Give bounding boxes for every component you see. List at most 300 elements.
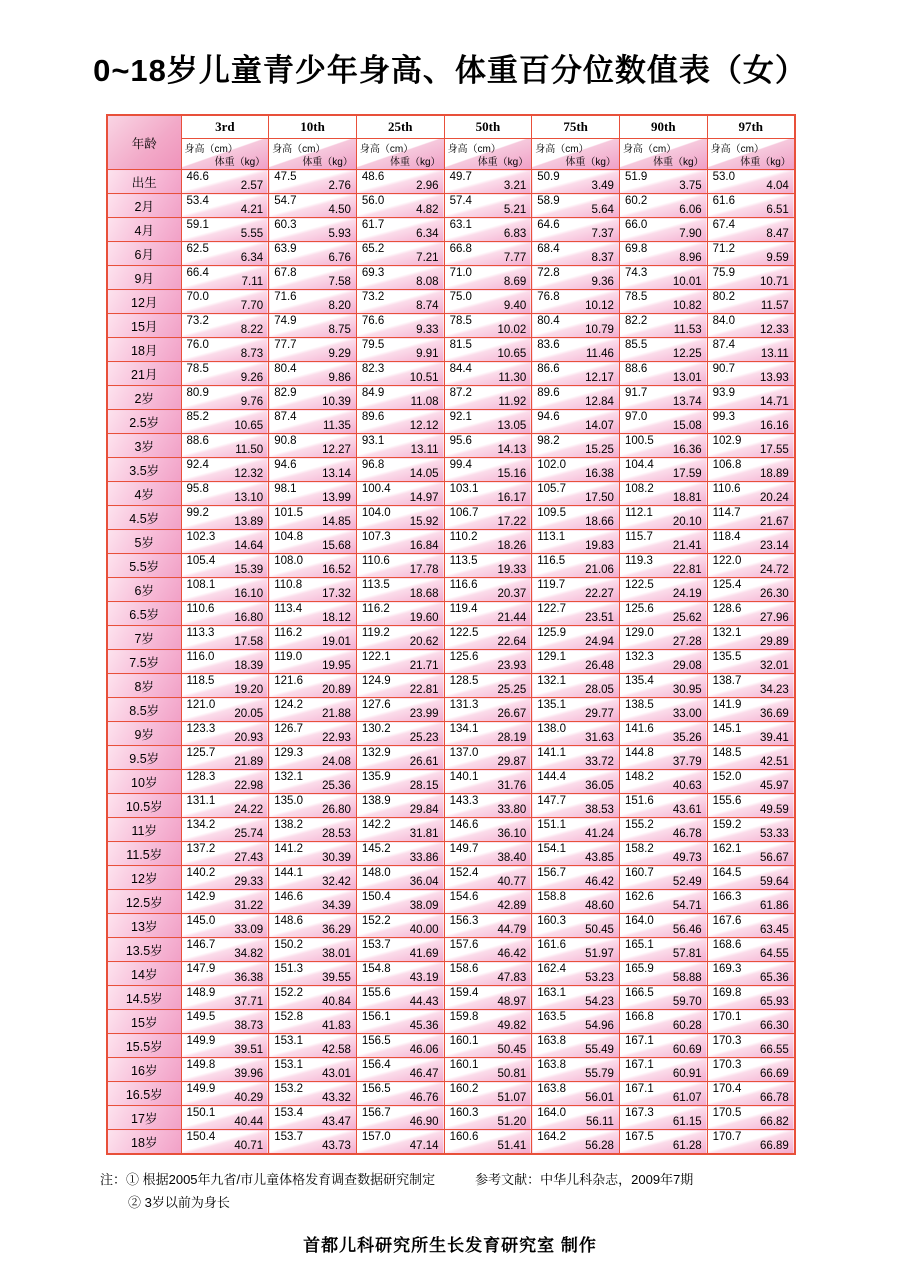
measurement-cell [181,794,269,818]
weight-value: 50.45 [497,1044,527,1056]
measurement-cell [181,818,269,842]
weight-value: 21.41 [672,540,702,552]
height-value: 66.0 [624,219,648,231]
weight-value: 51.20 [497,1116,527,1128]
measurement-cell [269,1106,357,1130]
measurement-cell [444,698,532,722]
weight-value: 39.51 [234,1044,264,1056]
measurement-cell [356,818,444,842]
height-value: 149.7 [449,843,479,855]
table-row [107,602,795,626]
height-value: 165.1 [624,939,654,951]
weight-value: 61.86 [760,900,789,912]
measurement-cell [532,674,620,698]
weight-value: 22.98 [234,780,264,792]
height-value: 169.8 [712,987,742,999]
weight-value: 36.38 [234,972,264,984]
weight-value: 40.84 [322,996,351,1008]
height-value: 135.4 [624,675,654,687]
measurement-cell [269,914,357,938]
weight-value: 9.26 [240,372,264,384]
weight-value: 28.15 [409,780,439,792]
measurement-cell [619,314,707,338]
weight-value: 56.28 [585,1140,614,1152]
height-value: 73.2 [186,315,209,327]
measurement-cell [444,338,532,362]
weight-value: 11.53 [673,324,702,336]
measurement-cell [181,170,269,194]
measurement-cell [707,506,795,530]
weight-value: 27.96 [760,612,789,624]
table-row [107,938,795,962]
height-value: 138.2 [274,819,303,831]
height-value: 150.4 [361,891,391,903]
measurement-cell [532,794,620,818]
height-unit-label: 身高（cm） [710,144,764,155]
height-value: 122.0 [712,555,742,567]
weight-value: 38.73 [234,1020,264,1032]
weight-value: 3.75 [679,180,702,192]
height-value: 68.4 [537,243,560,255]
height-value: 82.3 [361,363,385,375]
height-value: 86.6 [537,363,560,375]
weight-value: 43.19 [409,972,439,984]
weight-value: 14.13 [497,444,527,456]
table-row [107,482,795,506]
measurement-cell [707,1082,795,1106]
weight-value: 40.29 [234,1092,264,1104]
measurement-cell [619,290,707,314]
weight-value: 14.64 [234,540,264,552]
weight-value: 7.21 [416,252,439,264]
measurement-cell [269,842,357,866]
measurement-cell [444,170,532,194]
measurement-cell [181,386,269,410]
height-value: 164.2 [537,1131,567,1143]
weight-value: 20.89 [322,684,351,696]
table-row [107,770,795,794]
weight-unit-label: 体重（kg） [477,157,529,168]
measurement-cell [356,242,444,266]
weight-value: 6.51 [766,204,789,216]
height-value: 85.5 [624,339,648,351]
weight-unit-label: 体重（kg） [214,157,266,168]
weight-value: 65.93 [760,996,789,1008]
weight-value: 53.23 [585,972,614,984]
weight-value: 41.24 [585,828,614,840]
measurement-cell [356,314,444,338]
weight-value: 6.06 [679,204,702,216]
height-value: 110.6 [361,555,390,567]
height-value: 156.1 [361,1011,391,1023]
height-value: 83.6 [537,339,560,351]
height-value: 116.2 [361,603,390,615]
height-value: 106.8 [712,459,742,471]
height-value: 168.6 [712,939,742,951]
height-value: 89.6 [361,411,385,423]
measurement-cell [444,962,532,986]
measurement-cell [619,386,707,410]
notes-block [100,1169,800,1211]
measurement-cell [532,386,620,410]
age-label-cell: 16.5岁 [107,1082,181,1106]
measurement-cell [356,458,444,482]
measurement-cell [619,578,707,602]
height-value: 84.0 [712,315,736,327]
measurement-cell [532,242,620,266]
measurement-cell [532,362,620,386]
measurement-cell [181,1034,269,1058]
height-value: 153.7 [361,939,391,951]
measurement-cell [532,866,620,890]
weight-value: 53.33 [760,828,789,840]
table-row [107,266,795,290]
measurement-cell [269,362,357,386]
height-unit-label: 身高（cm） [622,144,677,155]
weight-value: 31.76 [497,780,527,792]
height-value: 160.2 [449,1083,479,1095]
page-title: 0~18岁儿童青少年身高、体重百分位数值表（女） [93,53,807,88]
weight-value: 21.44 [497,612,527,624]
measurement-cell [619,962,707,986]
height-value: 163.1 [537,987,567,999]
weight-value: 18.26 [497,540,527,552]
weight-value: 9.59 [766,252,789,264]
measurement-cell [532,314,620,338]
weight-value: 4.50 [328,204,351,216]
height-value: 148.5 [712,747,742,759]
measurement-cell [619,1130,707,1155]
measurement-cell [532,1082,620,1106]
measurement-cell [707,770,795,794]
measurement-cell [444,1106,532,1130]
weight-value: 46.78 [672,828,702,840]
weight-value: 33.72 [585,756,614,768]
reference-text: 参考文献：中华儿科杂志，2009年7期 [475,1172,694,1187]
height-value: 167.1 [624,1035,654,1047]
weight-value: 47.14 [409,1140,439,1152]
measurement-cell [269,1010,357,1034]
weight-value: 17.32 [322,588,351,600]
measurement-cell [444,866,532,890]
measurement-cell [356,506,444,530]
weight-value: 13.74 [672,396,702,408]
weight-value: 63.45 [760,924,789,936]
height-value: 156.5 [361,1035,391,1047]
height-value: 150.1 [186,1107,216,1119]
weight-value: 66.69 [760,1068,789,1080]
weight-value: 22.81 [409,684,439,696]
table-row [107,242,795,266]
weight-value: 19.33 [497,564,527,576]
height-value: 114.7 [712,507,741,519]
height-value: 126.7 [274,723,303,735]
measurement-cell [707,1034,795,1058]
height-value: 143.3 [449,795,479,807]
weight-value: 16.38 [585,468,614,480]
weight-value: 15.08 [672,420,702,432]
height-value: 170.7 [712,1131,742,1143]
table-row [107,578,795,602]
weight-value: 57.81 [672,948,702,960]
height-value: 132.1 [537,675,567,687]
measurement-cell [269,986,357,1010]
height-value: 47.5 [274,171,297,183]
measurement-cell [707,1106,795,1130]
age-label-cell: 6月 [107,242,181,266]
height-value: 123.3 [186,723,216,735]
height-value: 71.6 [274,291,297,303]
measurement-cell [532,218,620,242]
measurement-cell [356,194,444,218]
measurement-cell [181,434,269,458]
weight-value: 8.74 [416,300,439,312]
height-value: 135.9 [361,771,391,783]
measurement-cell [181,578,269,602]
measurement-cell [619,650,707,674]
height-value: 87.4 [712,339,736,351]
weight-value: 7.77 [503,252,527,264]
weight-value: 49.82 [497,1020,527,1032]
height-value: 90.8 [274,435,297,447]
weight-value: 33.00 [672,708,702,720]
weight-value: 15.92 [409,516,439,528]
weight-value: 20.37 [497,588,527,600]
measurement-cell [707,434,795,458]
height-value: 59.1 [186,219,209,231]
measurement-cell [181,314,269,338]
weight-value: 56.67 [760,852,789,864]
measurement-cell [444,674,532,698]
weight-value: 18.68 [409,588,439,600]
table-row [107,1082,795,1106]
measurement-cell [532,1010,620,1034]
measurement-cell [444,986,532,1010]
percentile-header-50th: 50th [444,115,532,139]
weight-value: 40.00 [409,924,439,936]
percentile-header-75th: 75th [532,115,620,139]
height-value: 61.7 [361,219,385,231]
age-label-cell: 11岁 [107,818,181,842]
weight-value: 29.33 [234,876,264,888]
height-value: 152.0 [712,771,742,783]
measurement-cell [707,914,795,938]
height-value: 124.2 [274,699,303,711]
measurement-cell [269,242,357,266]
table-row [107,194,795,218]
measurement-cell [619,626,707,650]
weight-value: 65.36 [760,972,789,984]
weight-value: 18.66 [585,516,614,528]
weight-value: 6.34 [416,228,439,240]
height-value: 85.2 [186,411,209,423]
measurement-cell [707,842,795,866]
weight-value: 11.08 [410,396,439,408]
height-value: 80.4 [274,363,297,375]
height-value: 76.8 [537,291,560,303]
height-value: 153.4 [274,1107,303,1119]
measurement-cell [269,626,357,650]
footer-credit: 首都儿科研究所生长发育研究室 制作 [303,1236,597,1255]
weight-value: 21.06 [585,564,614,576]
measure-header-cell [444,139,532,170]
weight-value: 22.93 [322,732,351,744]
height-value: 155.6 [361,987,391,999]
weight-value: 54.23 [585,996,614,1008]
weight-value: 24.19 [672,588,702,600]
height-value: 167.6 [712,915,742,927]
age-label-cell: 9月 [107,266,181,290]
height-value: 122.7 [537,603,567,615]
age-label-cell: 11.5岁 [107,842,181,866]
height-value: 160.7 [624,867,654,879]
weight-value: 16.52 [322,564,351,576]
measurement-cell [269,962,357,986]
height-value: 163.8 [537,1035,567,1047]
measurement-cell [532,338,620,362]
height-value: 102.0 [537,459,567,471]
height-value: 93.1 [361,435,385,447]
weight-value: 20.05 [234,708,264,720]
height-value: 156.4 [361,1059,391,1071]
measurement-cell [444,482,532,506]
measurement-cell [707,986,795,1010]
weight-value: 39.41 [760,732,789,744]
measurement-cell [181,458,269,482]
age-label-cell: 2.5岁 [107,410,181,434]
age-label-cell: 3.5岁 [107,458,181,482]
weight-value: 8.47 [766,228,789,240]
height-value: 121.0 [186,699,216,711]
weight-value: 22.81 [672,564,702,576]
measurement-cell [532,506,620,530]
height-value: 121.6 [274,675,303,687]
measurement-cell [181,506,269,530]
height-value: 159.8 [449,1011,479,1023]
height-value: 153.2 [274,1083,303,1095]
height-value: 131.1 [186,795,216,807]
measurement-cell [619,530,707,554]
weight-value: 10.71 [760,276,789,288]
height-value: 134.1 [449,723,479,735]
height-value: 159.4 [449,987,479,999]
height-value: 141.1 [537,747,567,759]
measurement-cell [619,1082,707,1106]
measurement-cell [619,842,707,866]
table-row [107,530,795,554]
measure-header-cell [619,139,707,170]
height-value: 149.5 [186,1011,216,1023]
height-value: 166.3 [712,891,742,903]
height-value: 153.7 [274,1131,303,1143]
table-row [107,818,795,842]
height-value: 57.4 [449,195,472,207]
height-value: 78.5 [624,291,648,303]
height-unit-label: 身高（cm） [272,144,326,155]
weight-value: 12.17 [585,372,614,384]
measurement-cell [444,1130,532,1155]
height-value: 165.9 [624,963,654,975]
measurement-cell [707,242,795,266]
weight-value: 34.39 [322,900,351,912]
measurement-cell [356,434,444,458]
height-value: 109.5 [537,507,567,519]
weight-value: 30.95 [672,684,702,696]
weight-value: 36.69 [760,708,789,720]
weight-value: 46.42 [585,876,614,888]
weight-value: 2.57 [240,180,264,192]
age-label-cell: 4.5岁 [107,506,181,530]
weight-value: 10.65 [234,420,264,432]
weight-value: 51.07 [497,1092,527,1104]
measurement-cell [269,434,357,458]
weight-value: 13.93 [760,372,789,384]
weight-value: 34.82 [234,948,264,960]
height-value: 140.2 [186,867,216,879]
weight-value: 12.27 [322,444,351,456]
height-value: 82.9 [274,387,297,399]
weight-value: 35.26 [672,732,702,744]
measurement-cell [532,410,620,434]
age-label-cell: 14.5岁 [107,986,181,1010]
height-value: 102.9 [712,435,742,447]
weight-value: 18.81 [672,492,702,504]
height-value: 81.5 [449,339,472,351]
weight-value: 9.29 [328,348,351,360]
height-unit-label: 身高（cm） [535,144,589,155]
measurement-cell [356,578,444,602]
age-label-cell: 4岁 [107,482,181,506]
age-label-cell: 18岁 [107,1130,181,1155]
table-header [107,115,795,170]
height-value: 141.6 [624,723,654,735]
height-value: 146.6 [274,891,303,903]
height-value: 152.2 [274,987,303,999]
measurement-cell [619,194,707,218]
measurement-cell [181,266,269,290]
height-value: 91.7 [624,387,648,399]
weight-value: 43.32 [322,1092,351,1104]
measurement-cell [356,986,444,1010]
height-value: 98.1 [274,483,297,495]
table-row [107,338,795,362]
height-value: 108.2 [624,483,654,495]
height-value: 154.8 [361,963,391,975]
height-value: 164.0 [624,915,654,927]
weight-value: 17.59 [672,468,702,480]
height-value: 113.5 [361,579,390,591]
height-value: 64.6 [537,219,560,231]
table-row [107,1010,795,1034]
height-value: 113.5 [449,555,478,567]
weight-value: 11.30 [498,372,527,384]
height-value: 152.4 [449,867,479,879]
table-row [107,698,795,722]
height-value: 148.2 [624,771,654,783]
measurement-cell [181,746,269,770]
measurement-cell [356,410,444,434]
height-value: 157.6 [449,939,479,951]
measurement-cell [356,698,444,722]
table-row [107,1034,795,1058]
height-value: 96.8 [361,459,385,471]
measurement-cell [444,530,532,554]
table-row [107,506,795,530]
measurement-cell [619,746,707,770]
measurement-cell [444,194,532,218]
weight-value: 16.16 [760,420,789,432]
height-value: 54.7 [274,195,297,207]
